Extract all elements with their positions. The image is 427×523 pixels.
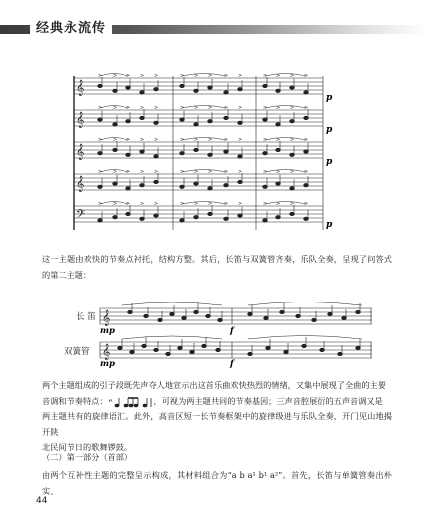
note-head — [263, 185, 267, 188]
dynamic-p-1: p — [326, 93, 333, 103]
accent-mark: > — [276, 169, 281, 175]
note-head — [113, 148, 117, 151]
accent-mark: > — [290, 105, 295, 111]
note-head — [140, 150, 144, 153]
note-head — [263, 84, 267, 87]
note-head — [342, 316, 346, 319]
note-head — [194, 310, 198, 313]
accent-mark: > — [98, 201, 103, 207]
bass-clef-icon: 𝄢 — [76, 208, 86, 224]
accent-mark: > — [194, 73, 199, 79]
accent-mark: > — [113, 169, 118, 175]
note-head — [182, 316, 186, 319]
slur — [122, 302, 222, 305]
note-head — [154, 214, 158, 217]
note-head — [126, 153, 130, 156]
accent-mark: > — [290, 137, 295, 143]
note-head — [276, 123, 280, 126]
accent-mark: > — [140, 201, 145, 207]
note-head — [248, 312, 252, 315]
accent-mark: > — [140, 105, 145, 111]
note-head — [263, 219, 267, 222]
slur — [265, 201, 309, 207]
treble-clef-icon: 𝄞 — [102, 344, 111, 360]
accent-mark: > — [290, 73, 295, 79]
note-head — [320, 348, 324, 351]
note-head — [296, 314, 300, 317]
accent-mark: > — [208, 169, 213, 175]
note-head — [194, 148, 198, 151]
accent-mark: > — [238, 201, 243, 207]
note-head — [140, 116, 144, 119]
note-head — [144, 314, 148, 317]
slur — [265, 137, 309, 143]
accent-mark: > — [276, 137, 281, 143]
para2-line4: 北民间节日的歌舞锣鼓。 — [42, 442, 133, 452]
accent-mark: > — [238, 169, 243, 175]
accent-mark: > — [263, 137, 268, 143]
accent-mark: > — [126, 201, 131, 207]
slur — [248, 302, 362, 305]
accent-mark: > — [304, 105, 309, 111]
note-head — [194, 216, 198, 219]
note-head — [276, 89, 280, 92]
running-header — [0, 18, 427, 40]
accent-mark: > — [98, 73, 103, 79]
accent-mark: > — [154, 201, 159, 207]
note-head — [302, 344, 306, 347]
instrument-label-flute: 长 笛 — [76, 312, 96, 322]
accent-mark: > — [263, 201, 268, 207]
note-head — [208, 86, 212, 89]
book-title: 经典永流传 — [30, 18, 112, 40]
treble-clef-icon: 𝄞 — [76, 80, 85, 96]
note-head — [218, 318, 222, 321]
accent-mark: > — [276, 201, 281, 207]
accent-mark: > — [180, 169, 185, 175]
note-head — [238, 180, 242, 183]
accent-mark: > — [208, 105, 213, 111]
note-head — [194, 123, 198, 126]
accent-mark: > — [194, 201, 199, 207]
accent-mark: > — [304, 73, 309, 79]
note-head — [98, 185, 102, 188]
accent-mark: > — [263, 73, 268, 79]
accent-mark: > — [194, 105, 199, 111]
note-head — [206, 314, 210, 317]
note-head — [304, 217, 308, 220]
accent-mark: > — [208, 137, 213, 143]
note-head — [290, 153, 294, 156]
accent-mark: > — [276, 73, 281, 79]
note-head — [126, 212, 130, 215]
note-head — [224, 150, 228, 153]
accent-mark: > — [98, 105, 103, 111]
slur — [248, 336, 362, 340]
accent-mark: > — [263, 105, 268, 111]
note-head — [180, 118, 184, 121]
note-head — [238, 88, 242, 91]
accent-mark: > — [98, 137, 103, 143]
note-head — [154, 155, 158, 158]
note-head — [154, 348, 158, 351]
music-score-excerpt-2 — [72, 302, 372, 368]
dynamic-p-4: p — [326, 220, 333, 230]
accent-mark: > — [224, 137, 229, 143]
note-head — [98, 84, 102, 87]
accent-mark: > — [180, 73, 185, 79]
note-head — [304, 116, 308, 119]
note-head — [224, 116, 228, 119]
para2-line2-start: 音调和节奏特点： — [42, 395, 108, 406]
note-head — [224, 217, 228, 220]
slur — [265, 169, 309, 175]
note-head — [224, 184, 228, 187]
note-head — [126, 86, 130, 89]
slur — [182, 169, 229, 175]
accent-mark: > — [224, 169, 229, 175]
paragraph-intro-second-theme: 这一主题由欢快的节奏点衬托，结构方整。其后，长笛与双簧管齐奏，乐队全奏，呈现了问答式的第二主题： — [42, 254, 392, 280]
accent-mark: > — [238, 137, 243, 143]
note-head — [130, 350, 134, 353]
note-head — [170, 312, 174, 315]
accent-mark: > — [208, 73, 213, 79]
accent-mark: > — [113, 105, 118, 111]
note-head — [276, 216, 280, 219]
note-head — [126, 120, 130, 123]
note-head — [304, 91, 308, 94]
note-head — [140, 184, 144, 187]
dynamic-f-oboe: f — [230, 359, 234, 368]
accent-mark: > — [238, 105, 243, 111]
dynamic-mp-oboe: mp — [100, 359, 115, 368]
note-head — [276, 182, 280, 185]
note-head — [276, 148, 280, 151]
accent-mark: > — [304, 137, 309, 143]
note-head — [266, 346, 270, 349]
note-head — [190, 350, 194, 353]
note-head — [113, 89, 117, 92]
dynamic-mp-flute: mp — [100, 326, 115, 336]
note-head — [128, 310, 132, 313]
note-head — [98, 152, 102, 155]
note-head — [216, 348, 220, 351]
note-head — [98, 118, 102, 121]
note-head — [154, 88, 158, 91]
slur — [182, 105, 229, 111]
accent-mark: > — [126, 137, 131, 143]
slur — [122, 336, 222, 339]
note-head — [166, 352, 170, 355]
note-head — [113, 216, 117, 219]
note-head — [180, 84, 184, 87]
note-head — [98, 219, 102, 222]
accent-mark: > — [126, 105, 131, 111]
accent-mark: > — [304, 169, 309, 175]
accent-mark: > — [180, 137, 185, 143]
slur — [265, 105, 309, 111]
accent-mark: > — [194, 137, 199, 143]
note-head — [263, 152, 267, 155]
note-head — [180, 219, 184, 222]
treble-clef-icon: 𝄞 — [76, 176, 85, 192]
note-head — [328, 312, 332, 315]
note-head — [290, 86, 294, 89]
accent-mark: > — [194, 169, 199, 175]
treble-clef-icon: 𝄞 — [102, 310, 111, 326]
note-head — [284, 350, 288, 353]
note-head — [180, 185, 184, 188]
note-head — [290, 187, 294, 190]
note-head — [142, 344, 146, 347]
treble-clef-icon: 𝄞 — [76, 144, 85, 160]
accent-mark: > — [224, 201, 229, 207]
note-head — [158, 318, 162, 321]
note-head — [208, 153, 212, 156]
slur — [182, 201, 229, 207]
note-head — [312, 318, 316, 321]
accent-mark: > — [140, 73, 145, 79]
note-head — [194, 89, 198, 92]
para2-line2-end: ，可视为两主题共同的节奏基因；三声音腔展衍的五声音调又是 — [153, 395, 383, 406]
note-head — [238, 214, 242, 217]
accent-mark: > — [126, 73, 131, 79]
accent-mark: > — [113, 73, 118, 79]
accent-mark: > — [140, 137, 145, 143]
note-head — [264, 316, 268, 319]
note-head — [290, 120, 294, 123]
dynamic-p-2: p — [326, 125, 333, 135]
note-head — [263, 118, 267, 121]
slur — [182, 73, 229, 79]
note-head — [224, 91, 228, 94]
note-head — [126, 187, 130, 190]
accent-mark: > — [140, 169, 145, 175]
section-heading: （二）第一部分（首部） — [42, 452, 133, 462]
accent-mark: > — [290, 169, 295, 175]
accent-mark: > — [180, 105, 185, 111]
accent-mark: > — [238, 73, 243, 79]
page-number: 44 — [36, 496, 48, 506]
note-head — [338, 352, 342, 355]
accent-mark: > — [154, 137, 159, 143]
note-head — [290, 212, 294, 215]
accent-mark: > — [208, 201, 213, 207]
note-head — [194, 182, 198, 185]
music-score-excerpt-1 — [60, 70, 360, 240]
rhythm-pattern-icon — [108, 396, 154, 408]
note-head — [208, 120, 212, 123]
note-head — [140, 217, 144, 220]
note-head — [180, 152, 184, 155]
dynamic-f-flute: f — [230, 326, 234, 336]
accent-mark: > — [224, 73, 229, 79]
accent-mark: > — [98, 169, 103, 175]
instrument-label-oboe: 双簧管 — [64, 347, 90, 357]
accent-mark: > — [154, 169, 159, 175]
svg-text:“: “ — [107, 398, 113, 408]
note-head — [238, 155, 242, 158]
note-head — [113, 182, 117, 185]
dynamic-p-3: p — [326, 157, 333, 167]
accent-mark: > — [224, 105, 229, 111]
slur — [265, 73, 309, 79]
accent-mark: > — [113, 201, 118, 207]
note-head — [304, 150, 308, 153]
note-head — [118, 346, 122, 349]
note-head — [178, 346, 182, 349]
note-head — [304, 184, 308, 187]
accent-mark: > — [113, 137, 118, 143]
paragraph-section-one: 由两个互补性主题的完整呈示构成，其材料组合为“a b a¹ b¹ a²”。首先，长笛与单簧管奏出朴实、 — [42, 470, 392, 496]
paragraph-analysis — [42, 378, 392, 456]
note-head — [238, 121, 242, 124]
note-head — [248, 352, 252, 355]
accent-mark: > — [180, 201, 185, 207]
para2-line1: 两个主题组成的引子段既先声夺人地宣示出这首乐曲欢快热烈的情绪，又集中展现了全曲的主要 — [42, 380, 386, 390]
note-head — [140, 91, 144, 94]
note-head — [280, 310, 284, 313]
para2-line3: 两主题共有的旋律语汇。此外，高音区短一长节奏框架中的旋律级进与乐队全奏，开门见山地揭开陕 — [42, 411, 392, 437]
slur — [182, 137, 229, 143]
note-head — [356, 346, 360, 349]
treble-clef-icon: 𝄞 — [76, 112, 85, 128]
accent-mark: > — [290, 201, 295, 207]
note-head — [208, 212, 212, 215]
accent-mark: > — [154, 105, 159, 111]
note-head — [202, 344, 206, 347]
accent-mark: > — [154, 73, 159, 79]
note-head — [113, 123, 117, 126]
note-head — [154, 180, 158, 183]
accent-mark: > — [304, 201, 309, 207]
note-head — [356, 310, 360, 313]
accent-mark: > — [126, 169, 131, 175]
accent-mark: > — [276, 105, 281, 111]
note-head — [154, 121, 158, 124]
accent-mark: > — [263, 169, 268, 175]
note-head — [208, 187, 212, 190]
